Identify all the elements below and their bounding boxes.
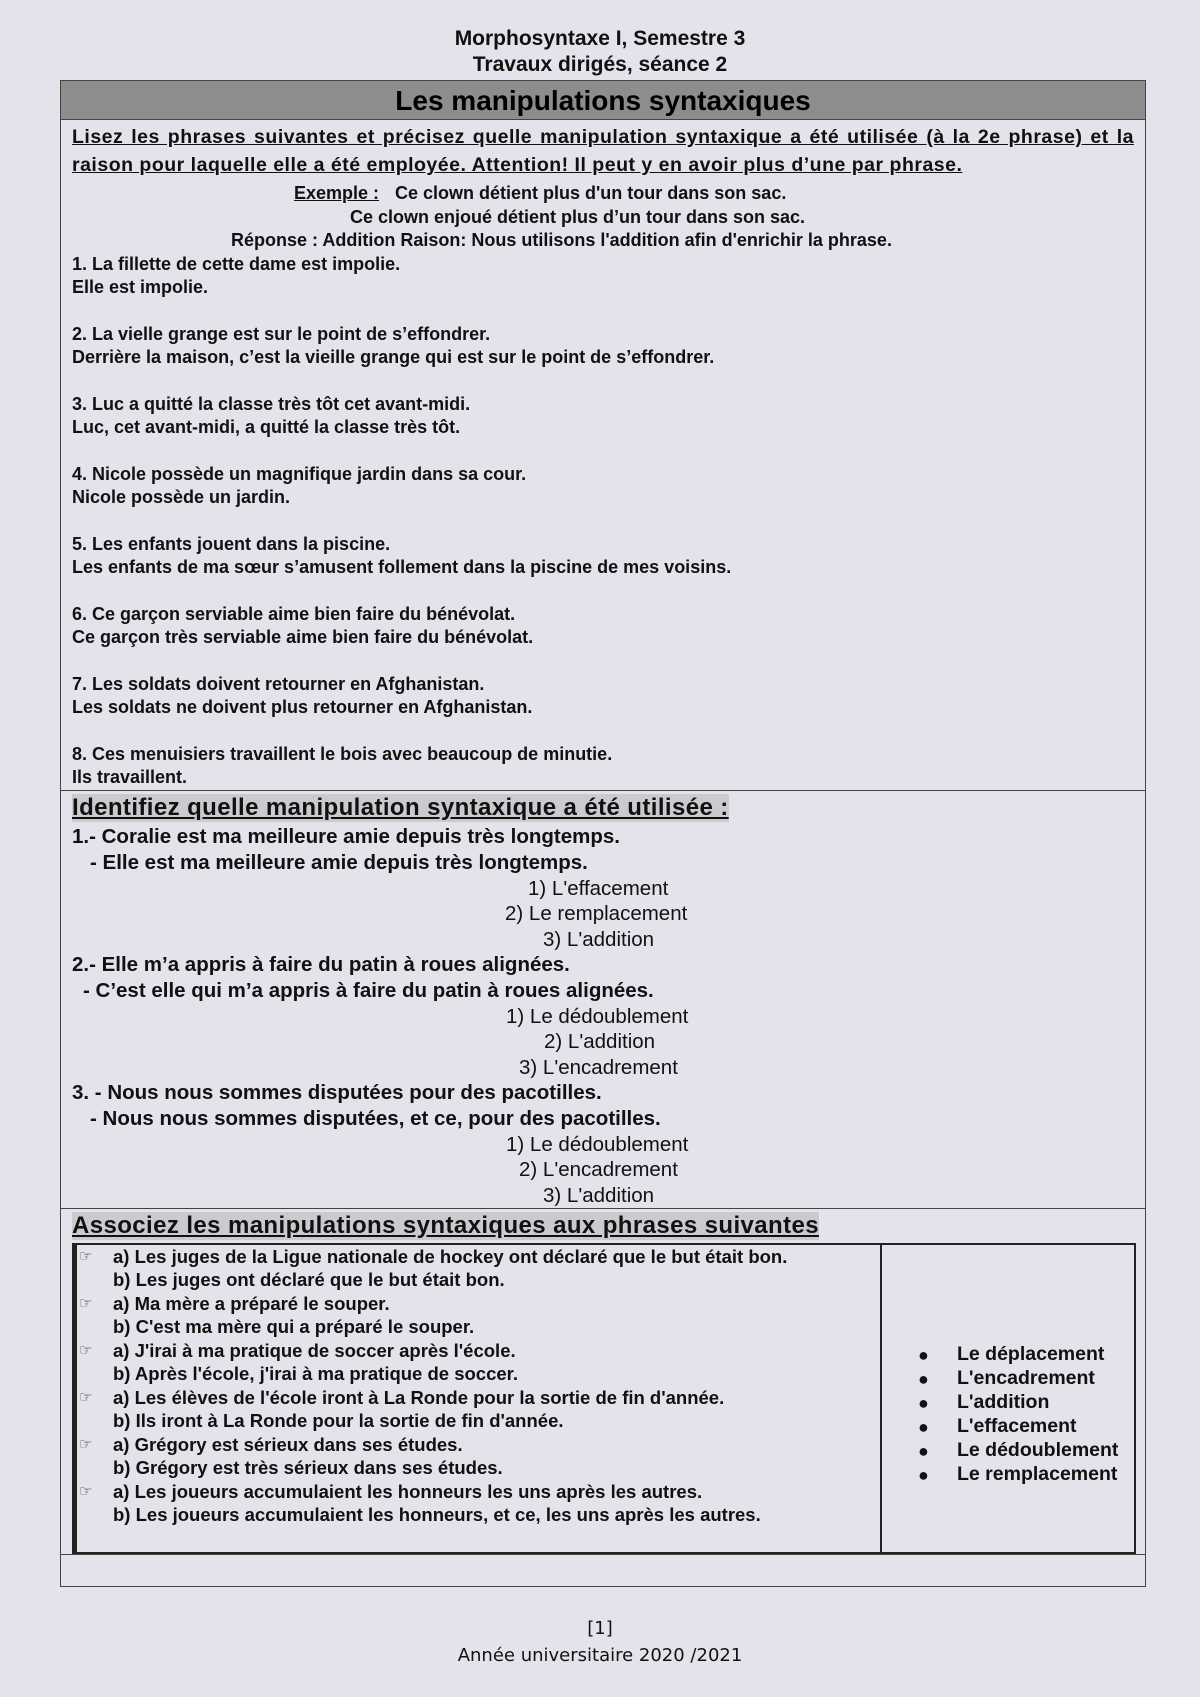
bullet-dot-icon: ● xyxy=(918,1465,929,1485)
section-divider-2 xyxy=(61,1208,1145,1209)
bullet-dot-icon: ● xyxy=(918,1345,929,1365)
choice-effacement: L'effacement xyxy=(957,1415,1077,1437)
q2-option-1: 1) Le dédoublement xyxy=(506,1005,689,1028)
pair-5-a: a) Grégory est sérieux dans ses études. xyxy=(113,1434,463,1455)
q2-option-3: 3) L'encadrement xyxy=(519,1056,678,1079)
choice-encadrement: L'encadrement xyxy=(957,1367,1095,1389)
course-title: Morphosyntaxe I, Semestre 3 xyxy=(454,27,746,50)
item-4-a: 4. Nicole possède un magnifique jardin dans sa cour. xyxy=(72,464,527,484)
part3-title: Associez les manipulations syntaxiques aux phrases suivantes xyxy=(72,1212,819,1239)
item-6-b: Ce garçon très serviable aime bien faire du bénévolat. xyxy=(72,627,534,647)
item-7-b: Les soldats ne doivent plus retourner en Afghanistan. xyxy=(72,697,533,717)
pair-4-a: a) Les élèves de l'école iront à La Ronde pour la sortie de fin d'année. xyxy=(113,1387,725,1408)
pair-6-a: a) Les joueurs accumulaient les honneurs les uns après les autres. xyxy=(113,1481,703,1502)
item-5-b: Les enfants de ma sœur s’amusent follement dans la piscine de mes voisins. xyxy=(72,557,732,577)
q3-option-2: 2) L'encadrement xyxy=(519,1158,678,1181)
choice-deplacement: Le déplacement xyxy=(957,1343,1105,1365)
section-divider-1 xyxy=(61,790,1145,791)
worksheet-frame xyxy=(60,80,1146,1587)
sentence-pairs-cell xyxy=(74,1245,882,1552)
pair-1-a: a) Les juges de la Ligue nationale de hockey ont déclaré que le but était bon. xyxy=(113,1246,788,1267)
q2-option-2: 2) L'addition xyxy=(544,1030,656,1053)
example-sentence-b: Ce clown enjoué détient plus d’un tour dans son sac. xyxy=(350,207,806,227)
pointing-hand-icon: ☞ xyxy=(79,1342,93,1359)
example-answer: Réponse : Addition Raison: Nous utilisons l'addition afin d'enrichir la phrase. xyxy=(231,230,892,250)
item-5-a: 5. Les enfants jouent dans la piscine. xyxy=(72,534,391,554)
item-1-a: 1. La fillette de cette dame est impolie. xyxy=(72,254,401,274)
pair-4-b: b) Ils iront à La Ronde pour la sortie de fin d'année. xyxy=(113,1410,564,1431)
pointing-hand-icon: ☞ xyxy=(79,1389,93,1406)
q1-option-2: 2) Le remplacement xyxy=(505,902,688,925)
item-2-a: 2. La vielle grange est sur le point de s’effondrer. xyxy=(72,324,491,344)
q3-option-3: 3) L'addition xyxy=(543,1184,655,1207)
q1-sentence-b: - Elle est ma meilleure amie depuis très longtemps. xyxy=(90,851,588,874)
pair-5-b: b) Grégory est très sérieux dans ses études. xyxy=(113,1457,503,1478)
choice-addition: L'addition xyxy=(957,1391,1050,1413)
pointing-hand-icon: ☞ xyxy=(79,1483,93,1500)
choice-remplacement: Le remplacement xyxy=(957,1463,1118,1485)
pair-6-b: b) Les joueurs accumulaient les honneurs, et ce, les uns après les autres. xyxy=(113,1504,761,1525)
academic-year: Année universitaire 2020 /2021 xyxy=(457,1645,743,1666)
item-2-b: Derrière la maison, c’est la vieille grange qui est sur le point de s’effondrer. xyxy=(72,347,715,367)
q2-sentence-b: - C’est elle qui m’a appris à faire du patin à roues alignées. xyxy=(83,979,654,1002)
example-label: Exemple : xyxy=(294,183,380,203)
worksheet-title: Les manipulations syntaxiques xyxy=(61,81,1145,120)
q3-sentence-b: - Nous nous sommes disputées, et ce, pour des pacotilles. xyxy=(90,1107,661,1130)
item-1-b: Elle est impolie. xyxy=(72,277,209,297)
bullet-dot-icon: ● xyxy=(918,1369,929,1389)
pair-1-b: b) Les juges ont déclaré que le but était bon. xyxy=(113,1269,505,1290)
item-3-a: 3. Luc a quitté la classe très tôt cet avant-midi. xyxy=(72,394,471,414)
q1-option-1: 1) L'effacement xyxy=(528,877,669,900)
q3-option-1: 1) Le dédoublement xyxy=(506,1133,689,1156)
pair-2-b: b) C'est ma mère qui a préparé le souper. xyxy=(113,1316,475,1337)
section-divider-3 xyxy=(61,1554,1145,1555)
pair-3-a: a) J'irai à ma pratique de soccer après l'école. xyxy=(113,1340,516,1361)
q1-option-3: 3) L'addition xyxy=(543,928,655,951)
item-8-a: 8. Ces menuisiers travaillent le bois avec beaucoup de minutie. xyxy=(72,744,613,764)
session-title: Travaux dirigés, séance 2 xyxy=(472,53,728,76)
q2-sentence-a: 2.- Elle m’a appris à faire du patin à roues alignées. xyxy=(72,953,570,976)
part1-instruction: Lisez les phrases suivantes et précisez quelle manipulation syntaxique a été utilisée (à la 2e phrase) et la raison pour laquelle elle a été employée. Attention! Il peut y en avoir plus d’une par phrase. xyxy=(72,126,1134,176)
bullet-dot-icon: ● xyxy=(918,1441,929,1461)
pair-3-b: b) Après l'école, j'irai à ma pratique de soccer. xyxy=(113,1363,518,1384)
pointing-hand-icon: ☞ xyxy=(79,1295,93,1312)
item-3-b: Luc, cet avant-midi, a quitté la classe très tôt. xyxy=(72,417,461,437)
item-6-a: 6. Ce garçon serviable aime bien faire du bénévolat. xyxy=(72,604,516,624)
item-7-a: 7. Les soldats doivent retourner en Afghanistan. xyxy=(72,674,485,694)
pointing-hand-icon: ☞ xyxy=(79,1248,93,1265)
bullet-dot-icon: ● xyxy=(918,1417,929,1437)
page-number: [1] xyxy=(587,1618,613,1639)
example-sentence-a: Ce clown détient plus d'un tour dans son sac. xyxy=(395,183,787,203)
bullet-dot-icon: ● xyxy=(918,1393,929,1413)
choice-dedoublement: Le dédoublement xyxy=(957,1439,1119,1461)
q3-sentence-a: 3. - Nous nous sommes disputées pour des pacotilles. xyxy=(72,1081,602,1104)
matching-table xyxy=(72,1243,1136,1554)
part2-title: Identifiez quelle manipulation syntaxique a été utilisée : xyxy=(72,794,729,821)
pair-2-a: a) Ma mère a préparé le souper. xyxy=(113,1293,390,1314)
pointing-hand-icon: ☞ xyxy=(79,1436,93,1453)
item-4-b: Nicole possède un jardin. xyxy=(72,487,291,507)
q1-sentence-a: 1.- Coralie est ma meilleure amie depuis très longtemps. xyxy=(72,825,620,848)
item-8-b: Ils travaillent. xyxy=(72,767,188,787)
